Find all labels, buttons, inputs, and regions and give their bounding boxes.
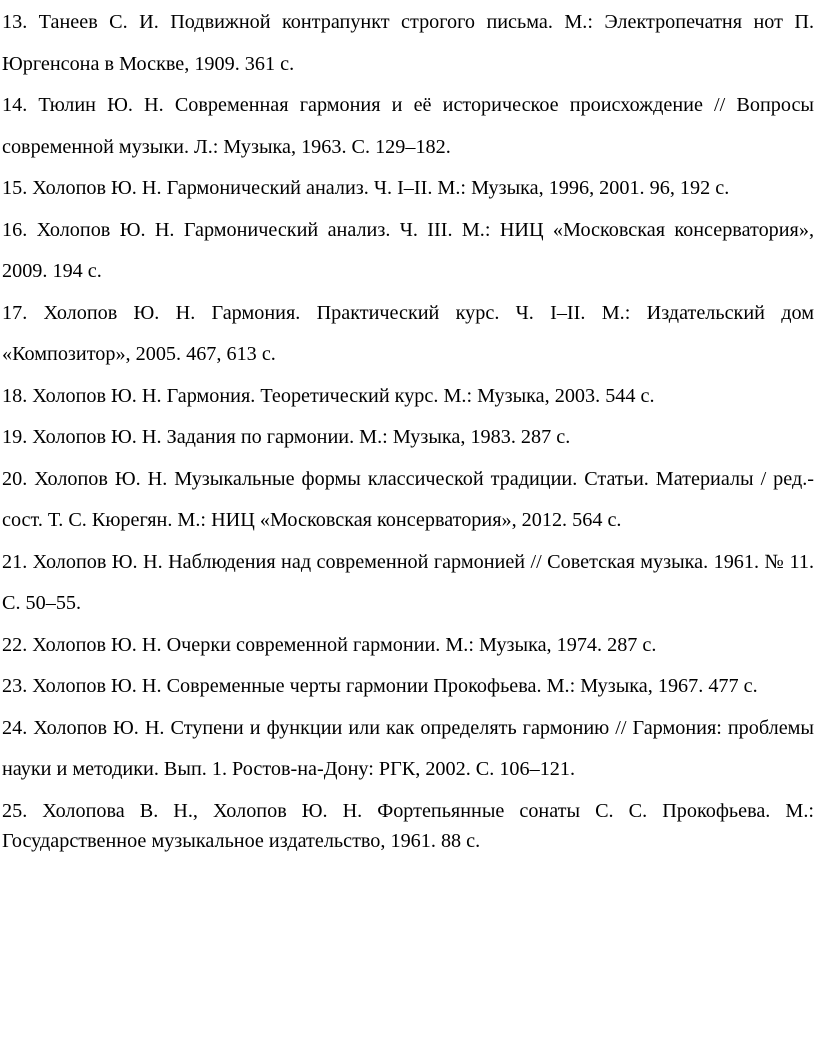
reference-18: 18. Холопов Ю. Н. Гармония. Теоретический курс. М.: Музыка, 2003. 544 с. bbox=[2, 384, 655, 407]
reference-17: 17. Холопов Ю. Н. Гармония. Практический курс. Ч. I–II. М.: Издательский дом «Композитор», 2005. 467, 613 с. bbox=[2, 301, 814, 365]
reference-23: 23. Холопов Ю. Н. Современные черты гармонии Прокофьева. М.: Музыка, 1967. 477 с. bbox=[2, 675, 758, 697]
reference-14: 14. Тюлин Ю. Н. Современная гармония и её историческое происхождение // Вопросы современной музыки. Л.: Музыка, 1963. С. 129–182. bbox=[2, 94, 814, 158]
reference-21: 21. Холопов Ю. Н. Наблюдения над современной гармонией // Советская музыка. 1961. № 11. С. 50–55. bbox=[2, 550, 814, 614]
reference-19: 19. Холопов Ю. Н. Задания по гармонии. М.: Музыка, 1983. 287 с. bbox=[2, 426, 571, 448]
reference-15: 15. Холопов Ю. Н. Гармонический анализ. Ч. I–II. М.: Музыка, 1996, 2001. 96, 192 с. bbox=[2, 177, 730, 199]
reference-20: 20. Холопов Ю. Н. Музыкальные формы классической традиции. Статьи. Материалы / ред.-сост. Т. С. Кюрегян. М.: НИЦ «Московская консерватория», 2012. 564 с. bbox=[2, 467, 814, 531]
reference-25: 25. Холопова В. Н., Холопов Ю. Н. Фортепьянные сонаты С. С. Прокофьева. М.: Государственное музыкальное издательство, 1961. 88 с. bbox=[2, 799, 814, 852]
reference-16: 16. Холопов Ю. Н. Гармонический анализ. Ч. III. М.: НИЦ «Московская консерватория», 2009. 194 с. bbox=[2, 218, 814, 282]
reference-24: 24. Холопов Ю. Н. Ступени и функции или как определять гармонию // Гармония: проблемы науки и методики. Вып. 1. Ростов-на-Дону: РГК, 2002. С. 106–121. bbox=[2, 716, 814, 780]
reference-13: 13. Танеев С. И. Подвижной контрапункт строгого письма. М.: Электропечатня нот П. Юргенсона в Москве, 1909. 361 с. bbox=[2, 11, 814, 75]
reference-22: 22. Холопов Ю. Н. Очерки современной гармонии. М.: Музыка, 1974. 287 с. bbox=[2, 633, 657, 656]
